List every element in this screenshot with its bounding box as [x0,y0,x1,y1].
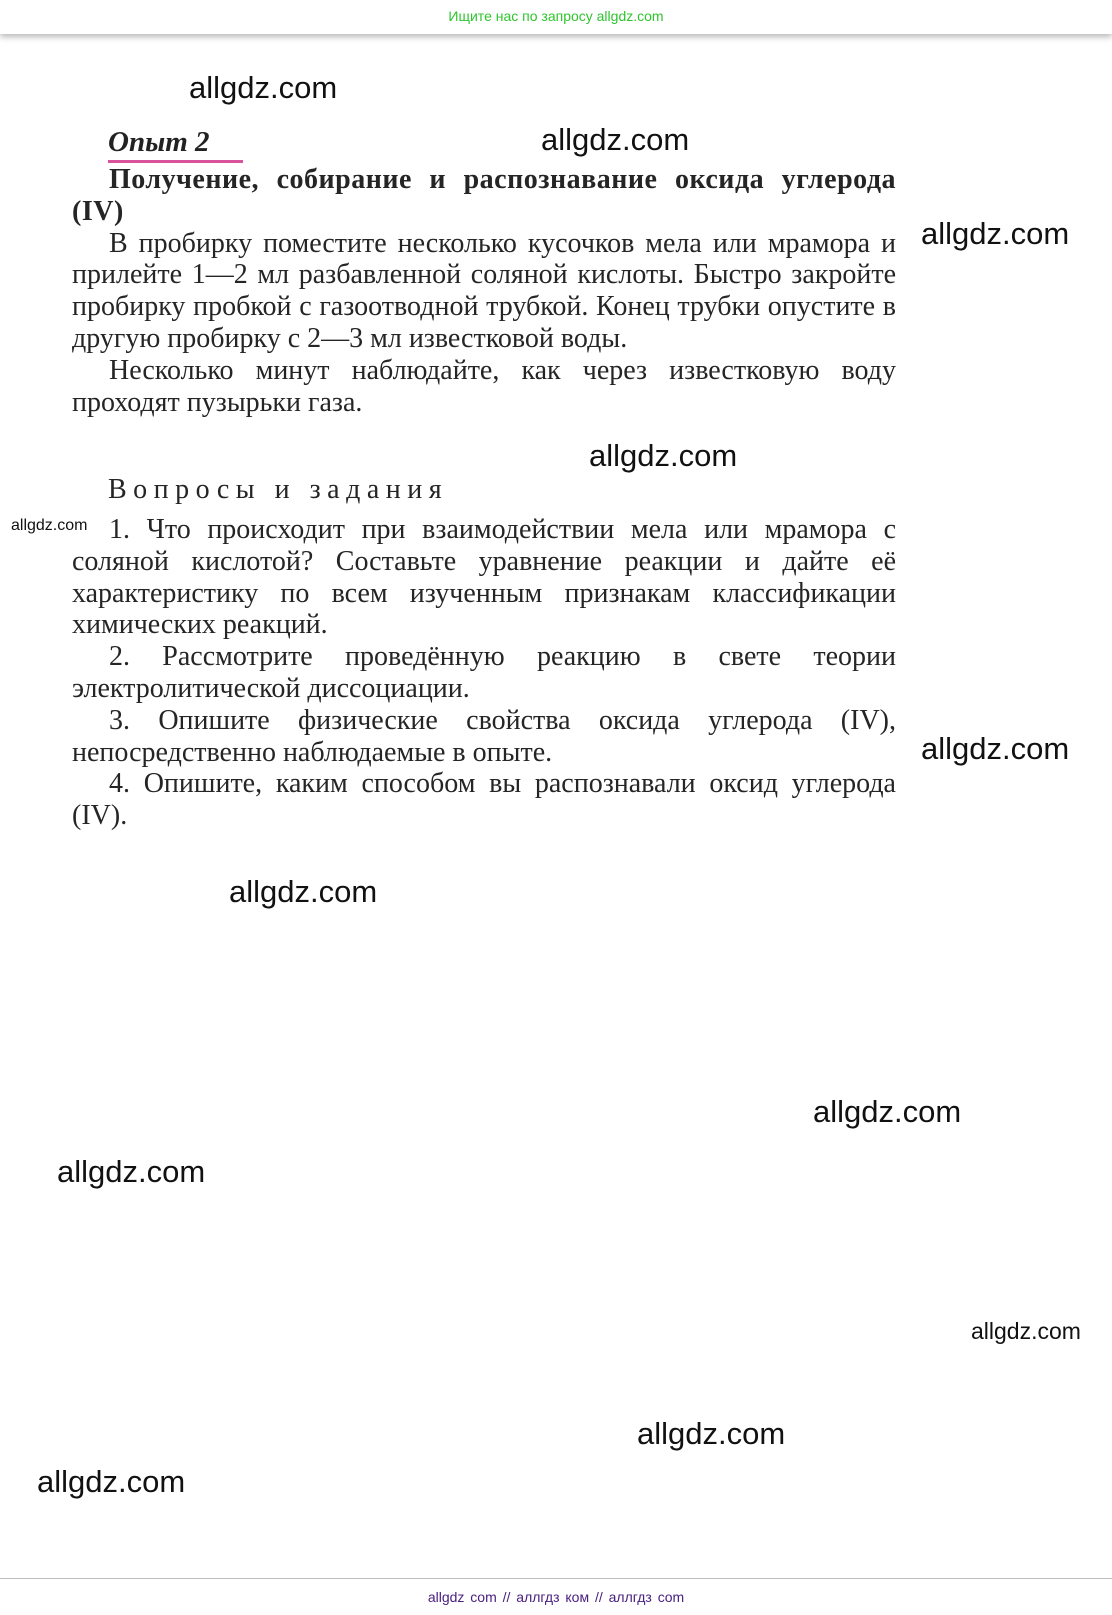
experiment-paragraph: Несколько минут наблюдайте, как через известковую воду проходят пузырьки газа. [72,354,896,418]
question-item: 2. Рассмотрите проведённую реакцию в свете теории электролитической диссоциации. [72,641,896,704]
experiment-label-underline [108,160,243,163]
footer [0,1578,1112,1615]
watermark: allgdz.com [541,122,690,157]
watermark: allgdz.com [37,1464,186,1499]
watermark: allgdz.com [971,1318,1081,1344]
top-banner-text: Ищите нас по запросу allgdz.com [448,8,664,24]
question-item: 1. Что происходит при взаимодействии мела или мрамора с соляной кислотой? Составьте уравнение реакции и дайте её характеристику по всем изученным признакам классификации химических реакций. [72,514,896,641]
experiment-title: Получение, собирание и распознавание оксида углерода (IV) [72,164,896,227]
watermark: allgdz.com [589,438,738,473]
experiment-paragraph: В пробирку поместите несколько кусочков мела или мрамора и прилейте 1—2 мл разбавленной соляной кислоты. Быстро закройте пробирку пробкой с газоотводной трубкой. Конец трубки опустите в другую пробирку с 2—3 мл известковой воды. [72,227,896,354]
watermark: allgdz.com [921,216,1070,251]
questions-list [72,514,896,832]
watermark: allgdz.com [189,70,338,105]
experiment-label: Опыт 2 [108,126,210,158]
watermark: allgdz.com [57,1154,206,1189]
experiment-body [72,164,896,418]
question-item: 3. Опишите физические свойства оксида углерода (IV), непосредственно наблюдаемые в опыте. [72,704,896,768]
top-banner [0,0,1112,34]
watermark: allgdz.com [921,731,1070,766]
watermark: allgdz.com [813,1094,962,1129]
footer-text: allgdz com // аллгдз ком // аллгдз com [427,1589,685,1605]
questions-heading: Вопросы и задания [108,474,449,505]
watermark: allgdz.com [637,1416,786,1451]
watermark: allgdz.com [229,874,378,909]
textbook-page [0,36,1112,1576]
watermark: allgdz.com [11,517,88,534]
question-item: 4. Опишите, каким способом вы распознавали оксид углерода (IV). [72,768,896,832]
